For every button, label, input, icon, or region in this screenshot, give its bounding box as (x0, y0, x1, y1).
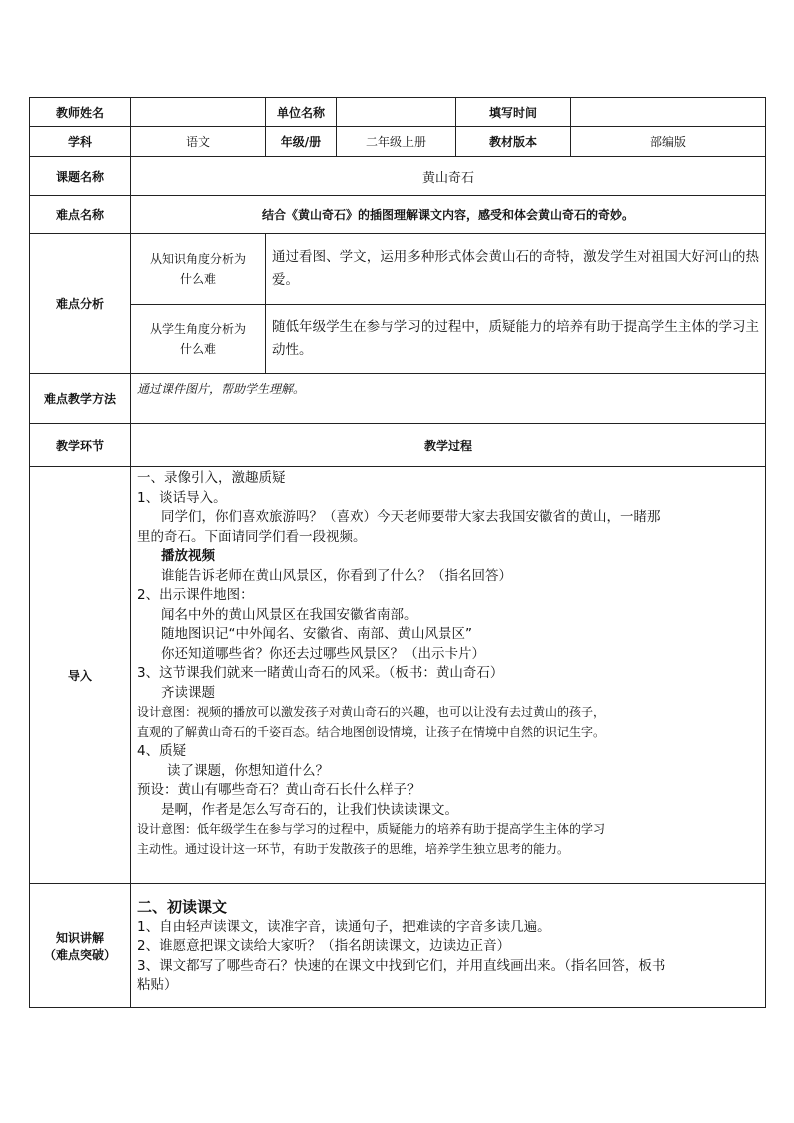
intro-line: 读了课题，你想知道什么？ (167, 762, 329, 779)
edition-label: 教材版本 (456, 127, 571, 157)
knowledge-angle-text: 通过看图、学文，运用多种形式体会黄山石的奇特，激发学生对祖国大好河山的热爱。 (266, 234, 766, 305)
intro-line: 里的奇石。下面请同学们看一段视频。 (137, 528, 367, 545)
knowledge-row (30, 884, 766, 1008)
intro-line: 预设：黄山有哪些奇石？黄山奇石长什么样子？ (137, 782, 421, 798)
analysis-label: 难点分析 (30, 234, 131, 374)
intro-line: 随地图识记“中外闻名、安徽省、南部、黄山风景区” (161, 626, 472, 642)
student-angle-label-line2: 什么难 (179, 342, 216, 356)
intro-line: 谁能告诉老师在黄山风景区，你看到了什么？（指名回答） (161, 567, 512, 584)
method-label: 难点教学方法 (30, 374, 131, 424)
intro-line: 是啊，作者是怎么写奇石的，让我们快读读课文。 (161, 801, 458, 818)
intro-line: 4、质疑 (137, 743, 187, 759)
intro-design-note: 主动性。通过设计这一环节，有助于发散孩子的思维，培养学生独立思考的能力。 (137, 841, 570, 856)
knowledge-angle-label-line1: 从知识角度分析为 (149, 252, 246, 266)
teacher-name-label: 教师姓名 (30, 98, 131, 127)
intro-line: 齐读课题 (161, 684, 215, 701)
knowledge-label (30, 884, 131, 1008)
intro-line: 播放视频 (161, 548, 215, 564)
grade-value: 二年级上册 (337, 127, 456, 157)
student-angle-label-line1: 从学生角度分析为 (149, 322, 246, 336)
unit-name-label: 单位名称 (266, 98, 337, 127)
knowledge-label-line1: 知识讲解 (55, 930, 104, 945)
method-value: 通过课件图片，帮助学生理解。 (131, 374, 766, 424)
header-row-1 (30, 98, 766, 127)
unit-name-value (337, 98, 456, 127)
difficulty-label: 难点名称 (30, 196, 131, 234)
difficulty-row (30, 196, 766, 234)
student-angle-text: 随低年级学生在参与学习的过程中，质疑能力的培养有助于提高学生主体的学习主动性。 (266, 305, 766, 374)
intro-design-note: 设计意图：低年级学生在参与学习的过程中，质疑能力的培养有助于提高学生主体的学习 (137, 822, 606, 836)
lesson-title-label: 课题名称 (30, 157, 131, 196)
analysis-row-knowledge (30, 234, 766, 305)
lesson-plan-table (29, 97, 766, 1008)
intro-line: 闻名中外的黄山风景区在我国安徽省南部。 (161, 606, 418, 623)
process-header-row (30, 424, 766, 467)
knowledge-angle-label-line2: 什么难 (179, 272, 216, 286)
intro-design-note: 直观的了解黄山奇石的千姿百态。结合地图创设情境，让孩子在情境中自然的识记生字。 (137, 724, 606, 739)
knowledge-line: 2、谁愿意把课文读给大家听？（指名朗读课文，边读边正音） (137, 938, 511, 954)
intro-label: 导入 (30, 467, 131, 884)
teacher-name-value (131, 98, 266, 127)
process-header: 教学过程 (131, 424, 766, 467)
knowledge-line: 1、自由轻声读课文，读准字音，读通句子，把难读的字音多读几遍。 (137, 918, 551, 935)
intro-line: 2、出示课件地图： (137, 587, 254, 603)
method-row (30, 374, 766, 424)
knowledge-content (131, 884, 766, 1008)
subject-value: 语文 (131, 127, 266, 157)
grade-label: 年级/册 (266, 127, 337, 157)
knowledge-line: 3、课文都写了哪些奇石？快速的在课文中找到它们，并用直线画出来。（指名回答，板书 (137, 957, 666, 974)
header-row-2 (30, 127, 766, 157)
fill-date-label: 填写时间 (456, 98, 571, 127)
fill-date-value (571, 98, 766, 127)
stage-header: 教学环节 (30, 424, 131, 467)
knowledge-label-line2: （难点突破） (43, 947, 116, 962)
intro-design-note: 设计意图：视频的播放可以激发孩子对黄山奇石的兴趣，也可以让没有去过黄山的孩子， (137, 705, 606, 719)
analysis-row-student (30, 305, 766, 374)
knowledge-line: 二、初读课文 (137, 898, 228, 916)
lesson-title-value: 黄山奇石 (131, 157, 766, 196)
intro-line: 1、谈话导入。 (137, 489, 227, 506)
subject-label: 学科 (30, 127, 131, 157)
intro-line: 3、这节课我们就来一睹黄山奇石的风采。（板书：黄山奇石） (137, 665, 504, 681)
edition-value: 部编版 (571, 127, 766, 157)
intro-content (131, 467, 766, 884)
knowledge-line: 粘贴） (137, 977, 178, 993)
knowledge-angle-label (131, 234, 266, 305)
intro-line: 一、录像引入，激趣质疑 (137, 470, 286, 486)
student-angle-label (131, 305, 266, 374)
intro-line: 同学们，你们喜欢旅游吗？（喜欢）今天老师要带大家去我国安徽省的黄山，一睹那 (161, 509, 661, 525)
intro-line: 你还知道哪些省？你还去过哪些风景区？（出示卡片） (161, 645, 485, 662)
difficulty-value: 结合《黄山奇石》的插图理解课文内容，感受和体会黄山奇石的奇妙。 (131, 196, 766, 234)
lesson-title-row (30, 157, 766, 196)
intro-row (30, 467, 766, 884)
